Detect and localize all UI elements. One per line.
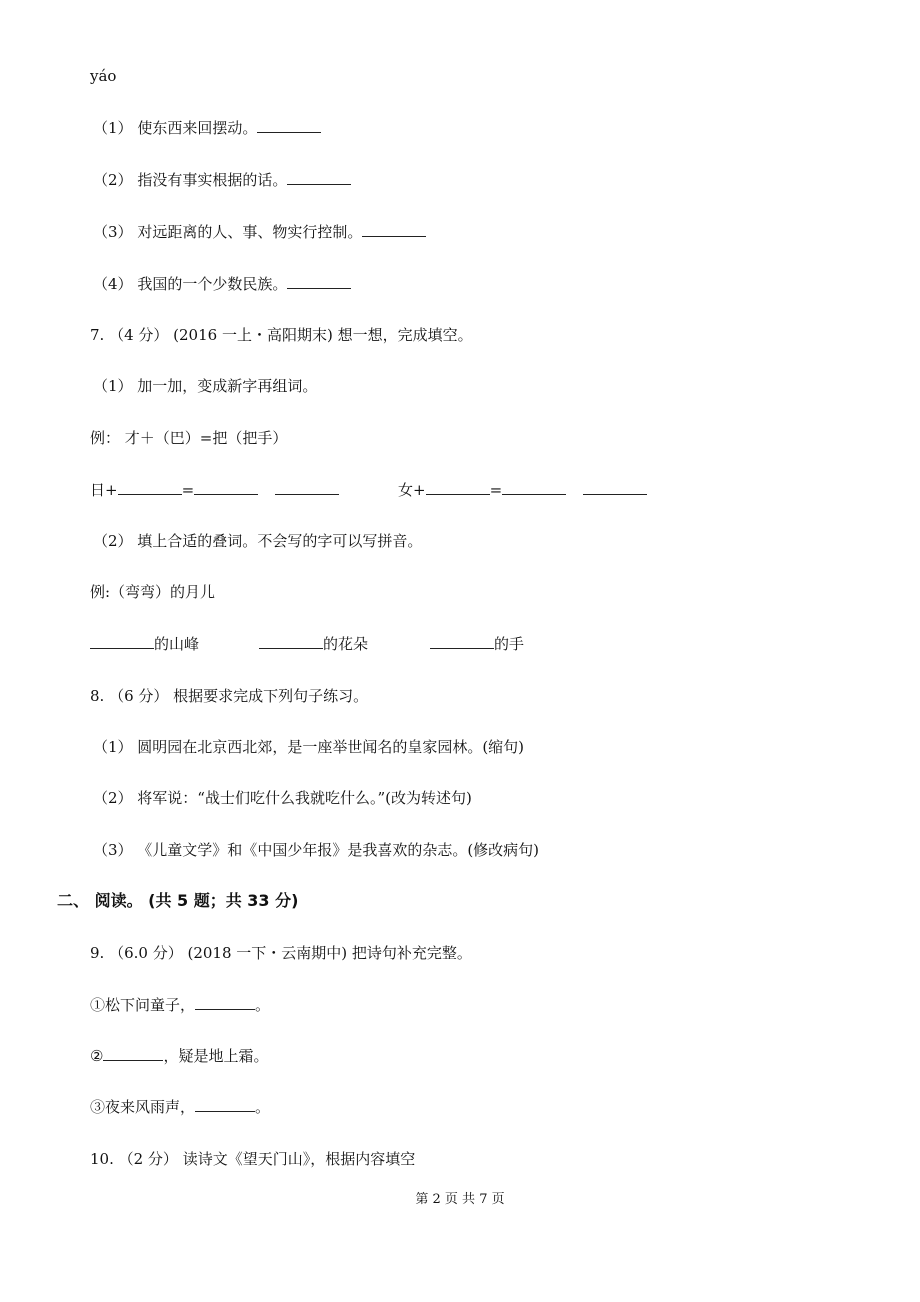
nv-label: 女+ (398, 481, 426, 499)
page-footer: 第 2 页 共 7 页 (415, 1192, 505, 1207)
q7-nv-row (398, 480, 566, 500)
q7-example2: 例:（弯弯）的月儿 (90, 583, 216, 601)
answer-blank[interactable] (362, 222, 426, 237)
answer-blank[interactable] (430, 634, 494, 649)
q9-line-1 (90, 995, 270, 1015)
answer-blank[interactable] (502, 480, 566, 495)
q7-header: 7. （4 分） (2016 一上・高阳期末) 想一想，完成填空。 (90, 326, 473, 344)
answer-blank[interactable] (195, 995, 255, 1010)
q6-item-4-num: （4） (93, 275, 133, 293)
q9-line-2-b: ，疑是地上霜。 (163, 1047, 269, 1065)
q7-ri-word (275, 480, 339, 500)
q6-item-3 (93, 222, 426, 242)
pinyin-yao: yáo (90, 67, 117, 85)
q7-fill-2 (259, 634, 368, 654)
q6-item-3-text: 对远距离的人、事、物实行控制。 (137, 223, 363, 241)
fill-2-text: 的花朵 (323, 635, 369, 653)
q8-header: 8. （6 分） 根据要求完成下列句子练习。 (90, 687, 369, 705)
q6-item-4-text: 我国的一个少数民族。 (137, 275, 288, 293)
q10-header: 10. （2 分） 读诗文《望天门山》，根据内容填空 (90, 1150, 416, 1168)
answer-blank[interactable] (257, 118, 321, 133)
q7-ri-row (90, 480, 258, 500)
q9-line-3 (90, 1097, 270, 1117)
q9-line-3-a: ③夜来风雨声， (90, 1098, 196, 1116)
fill-1-text: 的山峰 (154, 635, 200, 653)
equals-sign: = (181, 481, 195, 499)
q9-line-2-a: ② (90, 1047, 104, 1065)
q6-item-3-num: （3） (93, 223, 133, 241)
answer-blank[interactable] (287, 170, 351, 185)
answer-blank[interactable] (118, 480, 182, 495)
q9-line-2 (90, 1046, 268, 1066)
answer-blank[interactable] (275, 480, 339, 495)
answer-blank[interactable] (259, 634, 323, 649)
q7-sub1: （1） 加一加，变成新字再组词。 (93, 377, 318, 395)
answer-blank[interactable] (426, 480, 490, 495)
answer-blank[interactable] (287, 274, 351, 289)
q9-line-3-b: 。 (255, 1098, 271, 1116)
equals-sign: = (489, 481, 503, 499)
answer-blank[interactable] (194, 480, 258, 495)
q6-item-1-num: （1） (93, 119, 133, 137)
q7-nv-word (583, 480, 647, 500)
q7-fill-1 (90, 634, 199, 654)
section-2-title: 二、 阅读。 (共 5 题；共 33 分) (57, 891, 299, 910)
q8-item-1: （1） 圆明园在北京西北郊，是一座举世闻名的皇家园林。(缩句) (93, 738, 525, 756)
q6-item-1 (93, 118, 321, 138)
q7-fill-3 (430, 634, 524, 654)
q6-item-2 (93, 170, 351, 190)
q7-sub2: （2） 填上合适的叠词。不会写的字可以写拼音。 (93, 532, 423, 550)
q9-line-1-b: 。 (255, 996, 271, 1014)
q9-line-1-a: ①松下问童子， (90, 996, 196, 1014)
q8-item-2: （2） 将军说：“战士们吃什么我就吃什么。”(改为转述句) (93, 789, 472, 807)
q6-item-2-text: 指没有事实根据的话。 (137, 171, 288, 189)
answer-blank[interactable] (195, 1097, 255, 1112)
q8-item-3: （3） 《儿童文学》和《中国少年报》是我喜欢的杂志。(修改病句) (93, 841, 540, 859)
fill-3-text: 的手 (494, 635, 525, 653)
answer-blank[interactable] (583, 480, 647, 495)
q7-example1: 例： 才＋（巴）=把（把手） (90, 429, 288, 447)
answer-blank[interactable] (103, 1046, 163, 1061)
answer-blank[interactable] (90, 634, 154, 649)
q6-item-1-text: 使东西来回摆动。 (137, 119, 258, 137)
q9-header: 9. （6.0 分） (2018 一下・云南期中) 把诗句补充完整。 (90, 944, 472, 962)
q6-item-4 (93, 274, 351, 294)
ri-label: 日+ (90, 481, 118, 499)
q6-item-2-num: （2） (93, 171, 133, 189)
